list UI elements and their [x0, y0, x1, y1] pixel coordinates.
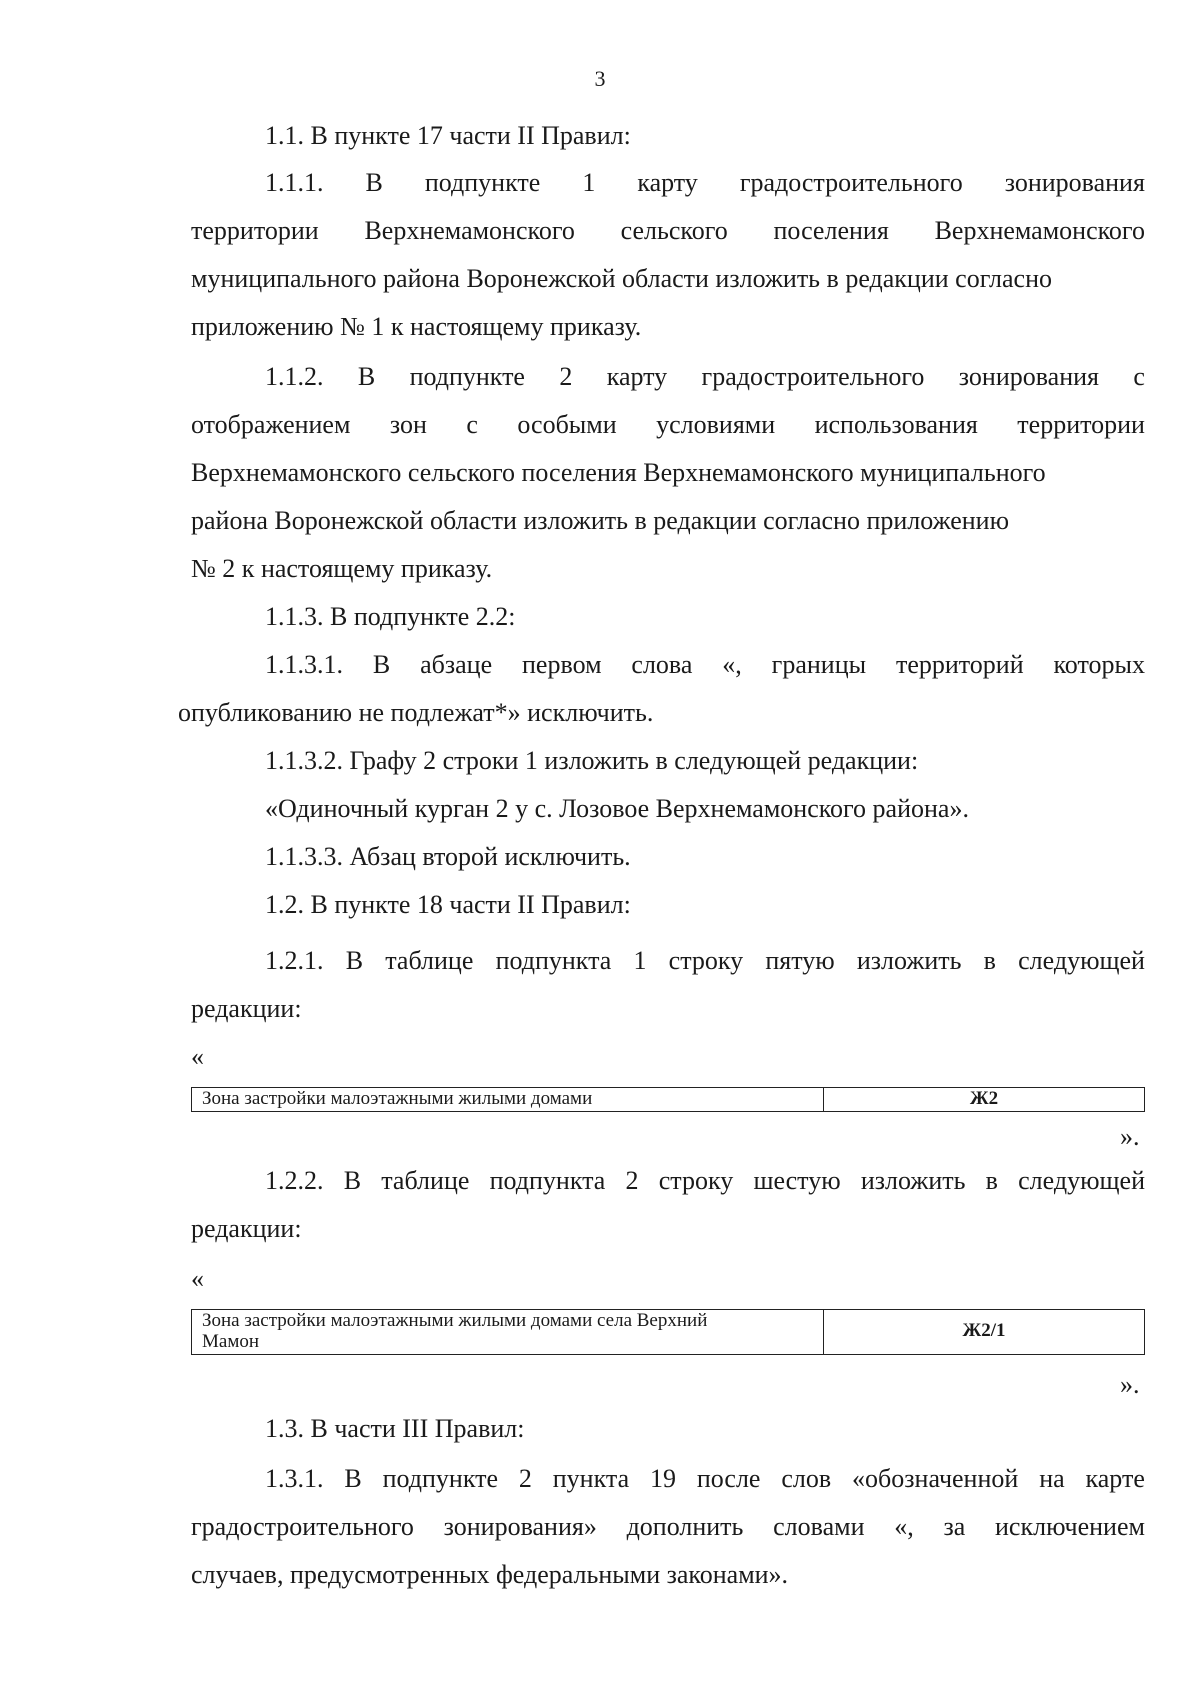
paragraph-1-1-3-3: 1.1.3.3. Абзац второй исключить. — [265, 842, 631, 871]
close-quote-1: ». — [1120, 1122, 1140, 1151]
open-quote-1: « — [191, 1042, 204, 1071]
paragraph-1-3-1-line-2: градостроительного зонирования» дополнить словами «, за исключением — [191, 1512, 1145, 1541]
paragraph-1-1-1-line-3: муниципального района Воронежской области изложить в редакции согласно — [191, 264, 1053, 293]
open-quote-2: « — [191, 1264, 204, 1293]
paragraph-1-1-2-line-5: № 2 к настоящему приказу. — [191, 554, 493, 583]
paragraph-1-3: 1.3. В части III Правил: — [265, 1414, 525, 1443]
paragraph-1-3-1-line-1: 1.3.1. В подпункте 2 пункта 19 после слов «обозначенной на карте — [265, 1464, 1145, 1493]
paragraph-1-2-2-line-2: редакции: — [191, 1214, 302, 1243]
paragraph-1-1-2-line-4: района Воронежской области изложить в редакции согласно приложению — [191, 506, 1010, 535]
zone-name-line-1: Зона застройки малоэтажными жилыми домами села Верхний — [202, 1310, 708, 1331]
table-row — [192, 1088, 1145, 1112]
page-number: 3 — [594, 66, 606, 91]
zone-name-line-2: Мамон — [202, 1330, 260, 1352]
close-quote-2: ». — [1120, 1370, 1140, 1399]
paragraph-1-1-2-line-2: отображением зон с особыми условиями использования территории — [191, 410, 1145, 439]
paragraph-1-3-1-line-3: случаев, предусмотренных федеральными законами». — [191, 1560, 789, 1589]
amendment-table-1 — [191, 1087, 1145, 1112]
paragraph-1-1-3: 1.1.3. В подпункте 2.2: — [265, 602, 516, 631]
paragraph-1-1-3-1-line-2: опубликованию не подлежат*» исключить. — [178, 698, 654, 727]
paragraph-1-1: 1.1. В пункте 17 части II Правил: — [265, 121, 631, 150]
paragraph-1-2-2-line-1: 1.2.2. В таблице подпункта 2 строку шестую изложить в следующей — [265, 1166, 1145, 1195]
quoted-text: «Одиночный курган 2 у с. Лозовое Верхнемамонского района». — [265, 794, 969, 823]
zone-name-cell — [192, 1310, 824, 1355]
paragraph-1-1-3-2: 1.1.3.2. Графу 2 строки 1 изложить в следующей редакции: — [265, 746, 919, 775]
paragraph-1-1-1-line-1: 1.1.1. В подпункте 1 карту градостроительного зонирования — [265, 168, 1145, 197]
paragraph-1-2-1-line-2: редакции: — [191, 994, 302, 1023]
paragraph-1-1-3-1-line-1: 1.1.3.1. В абзаце первом слова «, границы территорий которых — [265, 650, 1145, 679]
paragraph-1-2: 1.2. В пункте 18 части II Правил: — [265, 890, 631, 919]
zone-code-cell: Ж2 — [824, 1088, 1145, 1112]
paragraph-1-1-1-line-2: территории Верхнемамонского сельского поселения Верхнемамонского — [191, 216, 1145, 245]
amendment-table-2 — [191, 1309, 1145, 1355]
zone-name-cell: Зона застройки малоэтажными жилыми домами — [192, 1088, 824, 1112]
paragraph-1-1-1-line-4: приложению № 1 к настоящему приказу. — [191, 312, 642, 341]
paragraph-1-2-1-line-1: 1.2.1. В таблице подпункта 1 строку пятую изложить в следующей — [265, 946, 1145, 975]
table-row — [192, 1310, 1145, 1355]
paragraph-1-1-2-line-3: Верхнемамонского сельского поселения Верхнемамонского муниципального — [191, 458, 1046, 487]
zone-code-cell: Ж2/1 — [824, 1310, 1145, 1355]
paragraph-1-1-2-line-1: 1.1.2. В подпункте 2 карту градостроительного зонирования с — [265, 362, 1145, 391]
